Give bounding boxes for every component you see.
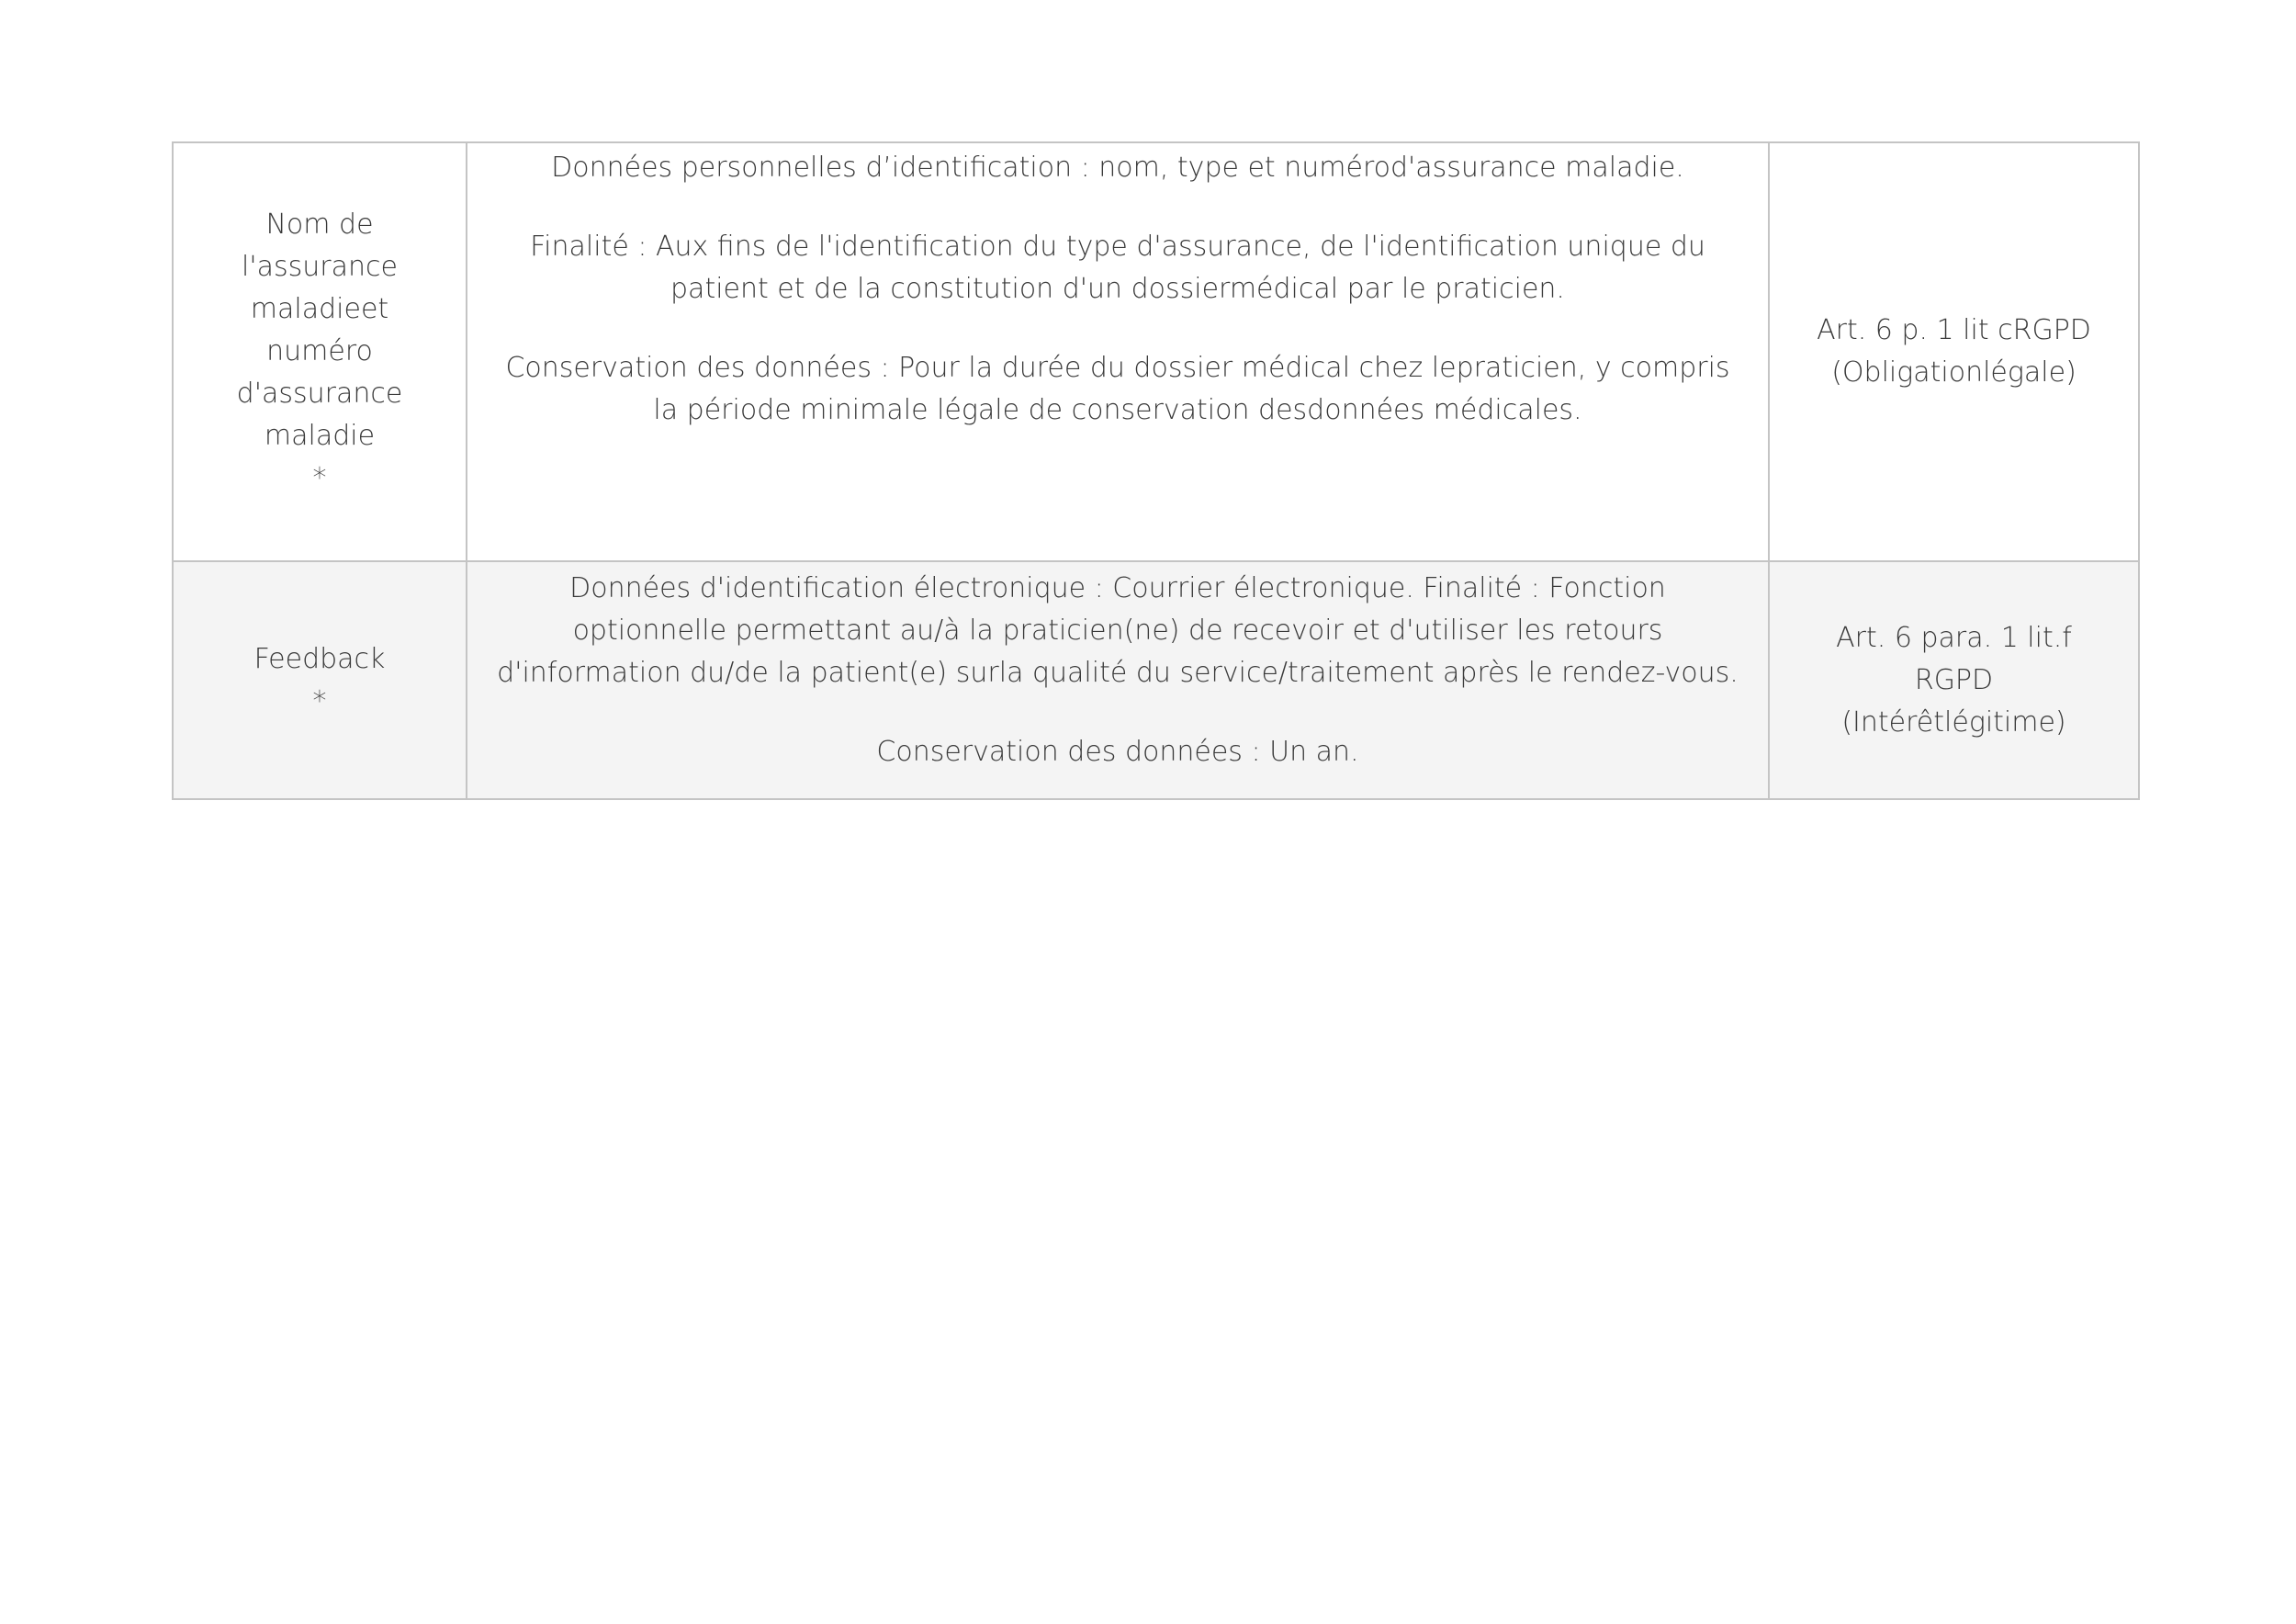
description-paragraph: Données d'identification électronique : Courrier électronique. Finalité : Fonction optionnelle permettant au/à la praticien(ne) de recevoir et d'utiliser les retours d'information du/de la patient(e) surla qualité du service/traitement après le rendez-vous. bbox=[497, 572, 1739, 689]
description-paragraph: Données personnelles d’identification : nom, type et numérod'assurance maladie. bbox=[551, 152, 1684, 184]
table-row bbox=[173, 561, 2139, 799]
legal-basis-note: (Intérêtlégitime) bbox=[1841, 705, 2066, 739]
legal-basis-cell bbox=[1769, 142, 2139, 561]
legal-basis-text: Art. 6 para. 1 lit.f RGPD bbox=[1836, 621, 2072, 696]
required-asterisk: * bbox=[312, 462, 327, 494]
data-category-cell bbox=[173, 142, 467, 561]
data-category-label: Feedback bbox=[253, 642, 386, 675]
description-paragraph: Conservation des données : Pour la durée du dossier médical chez lepraticien, y compris la période minimale légale de conservation desdonnées médicales. bbox=[505, 352, 1730, 426]
description-cell bbox=[467, 142, 1769, 561]
data-category-label: Nom de l'assurance maladieet numéro d'assurance maladie bbox=[236, 209, 403, 452]
legal-basis-cell bbox=[1769, 561, 2139, 799]
data-processing-table bbox=[172, 141, 2140, 800]
legal-basis-note: (Obligationlégale) bbox=[1831, 356, 2077, 389]
description-paragraph: Finalité : Aux fins de l'identification du type d'assurance, de l'identification unique du patient et de la constitution d'un dossiermédical par le praticien. bbox=[530, 231, 1705, 305]
required-asterisk: * bbox=[312, 684, 327, 717]
table-row bbox=[173, 142, 2139, 561]
description-cell bbox=[467, 561, 1769, 799]
description-paragraph: Conservation des données : Un an. bbox=[876, 736, 1359, 768]
legal-basis-text: Art. 6 p. 1 lit cRGPD bbox=[1817, 314, 2091, 346]
data-category-cell bbox=[173, 561, 467, 799]
